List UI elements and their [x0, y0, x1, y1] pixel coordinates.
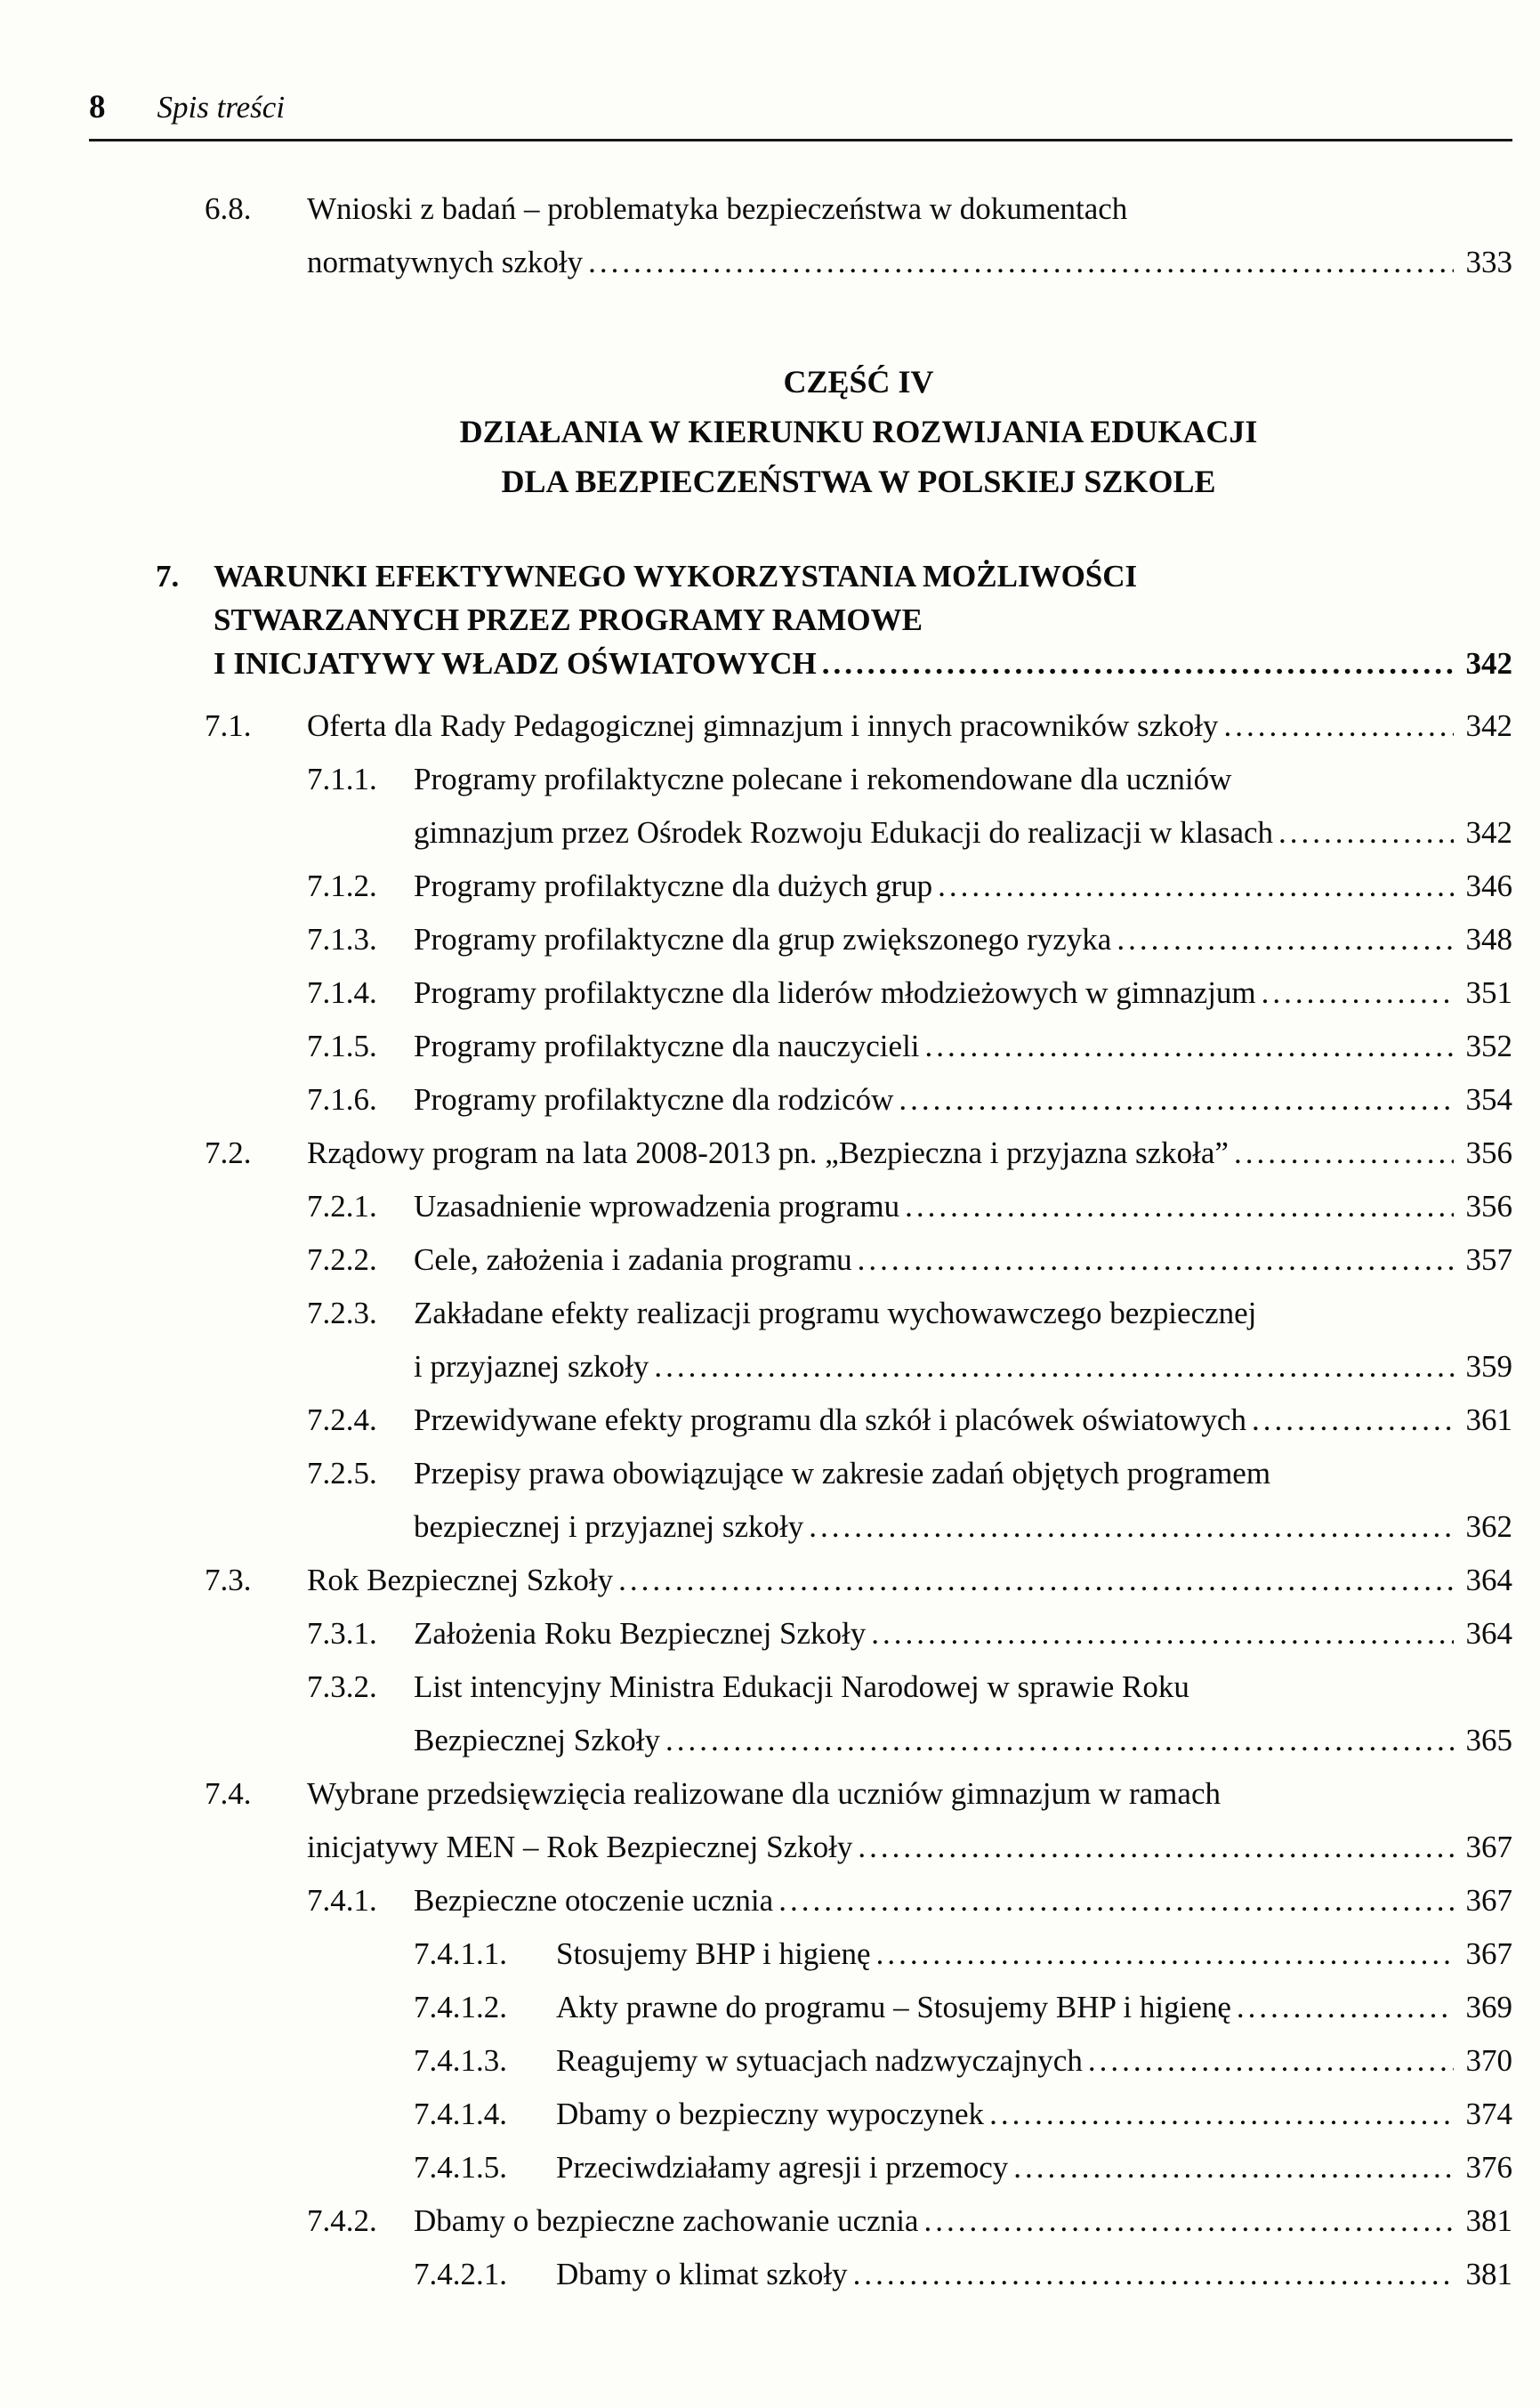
- entry-text: Dbamy o klimat szkoły: [556, 2257, 848, 2291]
- toc-entry: [205, 182, 1512, 289]
- toc-entry: [414, 2034, 1512, 2088]
- toc-entry: [307, 1180, 1512, 1233]
- entry-text: Wybrane przedsięwzięcia realizowane dla uczniów gimnazjum w ramach: [307, 1776, 1221, 1811]
- entry-number: 7.4.1.4.: [414, 2097, 507, 2131]
- dot-leader: [876, 1927, 1454, 1981]
- dot-leader: [1223, 699, 1454, 753]
- entry-number: 7.4.: [205, 1776, 252, 1811]
- entry-number: 7.1.: [205, 708, 252, 743]
- page-number: 348: [1465, 922, 1512, 957]
- page-number: 367: [1465, 1883, 1512, 1918]
- page-number-header: 8: [89, 89, 106, 125]
- toc-entry: [414, 2248, 1512, 2301]
- entry-text: Bezpieczne otoczenie ucznia: [414, 1883, 774, 1918]
- entry-number: 7.2.2.: [307, 1242, 377, 1277]
- entry-number: 7.4.2.1.: [414, 2257, 507, 2291]
- entry-text: Cele, założenia i zadania programu: [414, 1242, 852, 1277]
- toc-entry: [414, 1981, 1512, 2034]
- entry-text: List intencyjny Ministra Edukacji Narodowej w sprawie Roku: [414, 1669, 1189, 1704]
- entry-text: bezpiecznej i przyjaznej szkoły: [414, 1509, 804, 1544]
- dot-leader: [654, 1340, 1454, 1394]
- entry-number: 7.4.1.2.: [414, 1990, 507, 2024]
- toc-entry: [307, 860, 1512, 913]
- entry-text: Programy profilaktyczne dla grup zwiększonego ryzyka: [414, 922, 1112, 957]
- entry-text: Bezpiecznej Szkoły: [414, 1723, 660, 1758]
- entry-text: Reagujemy w sytuacjach nadzwyczajnych: [556, 2043, 1083, 2078]
- entry-number: 7.2.3.: [307, 1296, 377, 1330]
- entry-text: Dbamy o bezpieczny wypoczynek: [556, 2097, 985, 2131]
- dot-leader: [778, 1874, 1454, 1927]
- dot-leader: [871, 1607, 1454, 1661]
- entry-text: gimnazjum przez Ośrodek Rozwoju Edukacji do realizacji w klasach: [414, 815, 1274, 850]
- dot-leader: [1252, 1394, 1454, 1447]
- entry-text: I INICJATYWY WŁADZ OŚWIATOWYCH: [214, 646, 817, 681]
- page-number: 359: [1465, 1349, 1512, 1384]
- entry-text: Przeciwdziałamy agresji i przemocy: [556, 2150, 1009, 2185]
- dot-leader: [1013, 2141, 1454, 2194]
- entry-text: Dbamy o bezpieczne zachowanie ucznia: [414, 2203, 919, 2238]
- dot-leader: [809, 1500, 1454, 1554]
- dot-leader: [665, 1714, 1454, 1767]
- toc-entry: [307, 1607, 1512, 1661]
- page-number: 333: [1465, 245, 1512, 279]
- page-number: 370: [1465, 2043, 1512, 2078]
- entry-number: 7.4.1.3.: [414, 2043, 507, 2078]
- entry-text: Programy profilaktyczne dla rodziców: [414, 1082, 894, 1117]
- page-number: 342: [1465, 646, 1512, 681]
- page-number: 369: [1465, 1990, 1512, 2024]
- toc-entry: [205, 1554, 1512, 1607]
- entry-text: i przyjaznej szkoły: [414, 1349, 649, 1384]
- page-number: 381: [1465, 2257, 1512, 2291]
- entry-text: WARUNKI EFEKTYWNEGO WYKORZYSTANIA MOŻLIWOŚCI: [214, 559, 1138, 594]
- page-number: 352: [1465, 1029, 1512, 1063]
- entry-text: Wnioski z badań – problematyka bezpieczeństwa w dokumentach: [307, 191, 1128, 226]
- page-number: 356: [1465, 1189, 1512, 1224]
- toc-entry: [307, 1447, 1512, 1554]
- dot-leader: [1237, 1981, 1454, 2034]
- entry-text: Uzasadnienie wprowadzenia programu: [414, 1189, 900, 1224]
- entry-number: 7.4.1.: [307, 1883, 377, 1918]
- entry-text: STWARZANYCH PRZEZ PROGRAMY RAMOWE: [214, 602, 923, 637]
- entry-text: Przepisy prawa obowiązujące w zakresie zadań objętych programem: [414, 1456, 1271, 1491]
- page-number: 356: [1465, 1135, 1512, 1170]
- dot-leader: [899, 1073, 1454, 1127]
- dot-leader: [822, 642, 1454, 685]
- entry-number: 7.1.1.: [307, 762, 377, 796]
- dot-leader: [1234, 1127, 1454, 1180]
- page-number: 354: [1465, 1082, 1512, 1117]
- toc-entry: [205, 1127, 1512, 1180]
- header-rule: [89, 139, 1512, 141]
- entry-text: Oferta dla Rady Pedagogicznej gimnazjum i innych pracowników szkoły: [307, 708, 1219, 743]
- page-number: 364: [1465, 1616, 1512, 1651]
- entry-number: 7.4.1.1.: [414, 1936, 507, 1971]
- entry-text: Programy profilaktyczne polecane i rekomendowane dla uczniów: [414, 762, 1232, 796]
- page-header: [89, 89, 1512, 126]
- toc-entry: [307, 1287, 1512, 1394]
- page-number: 361: [1465, 1402, 1512, 1437]
- entry-text: Zakładane efekty realizacji programu wychowawczego bezpiecznej: [414, 1296, 1257, 1330]
- entry-number: 7.: [156, 559, 180, 594]
- toc-entry: [307, 2194, 1512, 2248]
- entry-text: Programy profilaktyczne dla liderów młodzieżowych w gimnazjum: [414, 975, 1256, 1010]
- running-title: Spis treści: [157, 90, 286, 125]
- entry-text: Programy profilaktyczne dla dużych grup: [414, 869, 933, 903]
- dot-leader: [938, 860, 1454, 913]
- entry-number: 7.3.: [205, 1563, 252, 1597]
- dot-leader: [989, 2088, 1454, 2141]
- entry-number: 7.2.5.: [307, 1456, 377, 1491]
- toc-entry: [307, 1020, 1512, 1073]
- page-number: 374: [1465, 2097, 1512, 2131]
- entry-number: 7.3.1.: [307, 1616, 377, 1651]
- toc-entry: [307, 753, 1512, 860]
- toc-entry: [414, 2141, 1512, 2194]
- entry-number: 7.4.1.5.: [414, 2150, 507, 2185]
- toc-entry: [307, 1233, 1512, 1287]
- page-number: 346: [1465, 869, 1512, 903]
- entry-number: 7.3.2.: [307, 1669, 377, 1704]
- toc-body: [89, 182, 1512, 2301]
- dot-leader: [858, 1821, 1454, 1874]
- page-number: 342: [1465, 815, 1512, 850]
- page-number: 342: [1465, 708, 1512, 743]
- part-heading-line: DLA BEZPIECZEŃSTWA W POLSKIEJ SZKOLE: [501, 464, 1216, 499]
- page-number: 367: [1465, 1936, 1512, 1971]
- entry-number: 7.1.5.: [307, 1029, 377, 1063]
- entry-number: 7.1.2.: [307, 869, 377, 903]
- entry-text: normatywnych szkoły: [307, 245, 584, 279]
- dot-leader: [923, 2194, 1454, 2248]
- dot-leader: [618, 1554, 1454, 1607]
- entry-text: Założenia Roku Bezpiecznej Szkoły: [414, 1616, 867, 1651]
- toc-entry: [205, 1767, 1512, 1874]
- part-heading-line: DZIAŁANIA W KIERUNKU ROZWIJANIA EDUKACJI: [459, 414, 1258, 449]
- toc-entry: [307, 1073, 1512, 1127]
- entry-number: 7.2.1.: [307, 1189, 377, 1224]
- page-number: 364: [1465, 1563, 1512, 1597]
- entry-number: 7.2.4.: [307, 1402, 377, 1437]
- entry-text: Programy profilaktyczne dla nauczycieli: [414, 1029, 920, 1063]
- dot-leader: [1088, 2034, 1454, 2088]
- toc-entry: [307, 1661, 1512, 1767]
- entry-text: Przewidywane efekty programu dla szkół i placówek oświatowych: [414, 1402, 1246, 1437]
- page-number: 362: [1465, 1509, 1512, 1544]
- page-number: 351: [1465, 975, 1512, 1010]
- entry-number: 7.1.4.: [307, 975, 377, 1010]
- entry-text: Stosujemy BHP i higienę: [556, 1936, 871, 1971]
- page-number: 367: [1465, 1830, 1512, 1864]
- page-number: 381: [1465, 2203, 1512, 2238]
- dot-leader: [1278, 806, 1454, 860]
- chapter-heading: [156, 554, 1512, 685]
- toc-entry: [307, 1394, 1512, 1447]
- entry-number: 6.8.: [205, 191, 252, 226]
- entry-number: 7.2.: [205, 1135, 252, 1170]
- toc-entry: [307, 1874, 1512, 1927]
- entry-number: 7.4.2.: [307, 2203, 377, 2238]
- dot-leader: [858, 1233, 1454, 1287]
- dot-leader: [925, 1020, 1454, 1073]
- dot-leader: [1117, 913, 1454, 966]
- entry-text: inicjatywy MEN – Rok Bezpiecznej Szkoły: [307, 1830, 853, 1864]
- page-number: 365: [1465, 1723, 1512, 1758]
- toc-entry: [205, 699, 1512, 753]
- entry-number: 7.1.6.: [307, 1082, 377, 1117]
- toc-entry: [414, 2088, 1512, 2141]
- part-heading: [205, 357, 1512, 506]
- toc-entry: [307, 913, 1512, 966]
- toc-entry: [307, 966, 1512, 1020]
- part-heading-line: CZĘŚĆ IV: [783, 364, 934, 400]
- page-number: 357: [1465, 1242, 1512, 1277]
- dot-leader: [905, 1180, 1454, 1233]
- entry-text: Akty prawne do programu – Stosujemy BHP i higienę: [556, 1990, 1231, 2024]
- dot-leader: [1262, 966, 1454, 1020]
- toc-entry: [414, 1927, 1512, 1981]
- entry-number: 7.1.3.: [307, 922, 377, 957]
- dot-leader: [853, 2248, 1454, 2301]
- entry-text: Rządowy program na lata 2008-2013 pn. „Bezpieczna i przyjazna szkoła”: [307, 1135, 1229, 1170]
- entry-text: Rok Bezpiecznej Szkoły: [307, 1563, 614, 1597]
- page-number: 376: [1465, 2150, 1512, 2185]
- dot-leader: [588, 236, 1454, 289]
